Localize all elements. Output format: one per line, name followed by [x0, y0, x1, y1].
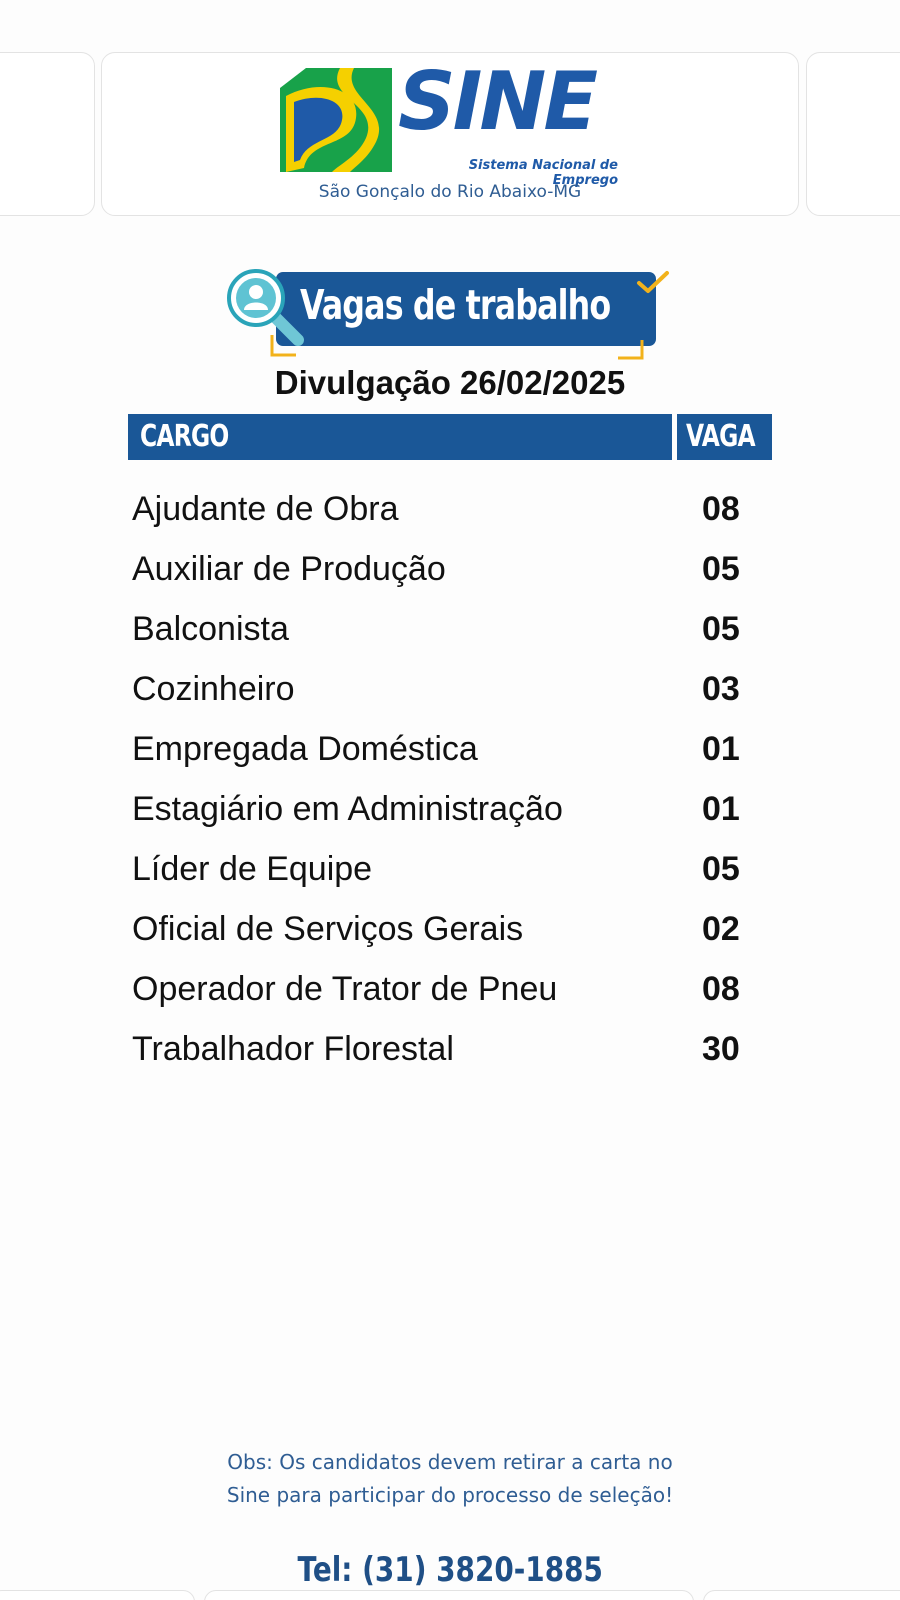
- column-header-cargo-label: CARGO: [140, 419, 229, 454]
- location-label: São Gonçalo do Rio Abaixo-MG: [318, 182, 582, 202]
- table-row: [132, 482, 752, 542]
- bottom-card-right: [703, 1590, 900, 1600]
- bottom-card-left: [0, 1590, 195, 1600]
- header-card-right: [806, 52, 900, 216]
- job-openings: 30: [702, 1030, 740, 1068]
- logo-subtitle: Sistema Nacional de Emprego: [468, 158, 618, 188]
- table-row: [132, 1022, 752, 1082]
- table-row: [132, 662, 752, 722]
- check-icon: [636, 270, 670, 296]
- release-date: Divulgação 26/02/2025: [274, 364, 626, 401]
- job-openings: 01: [702, 730, 740, 768]
- job-title: Balconista: [132, 610, 289, 648]
- table-row: [132, 722, 752, 782]
- job-title: Cozinheiro: [132, 670, 295, 708]
- phone-number-text: Tel: (31) 3820-1885: [297, 1550, 603, 1590]
- observation-line-2: Sine para participar do processo de seleção!: [226, 1483, 674, 1507]
- job-title: Operador de Trator de Pneu: [132, 970, 558, 1008]
- job-title: Trabalhador Florestal: [132, 1030, 454, 1068]
- column-header-cargo: [128, 414, 672, 460]
- table-row: [132, 602, 752, 662]
- table-row: [132, 542, 752, 602]
- header-card-left: [0, 52, 95, 216]
- badge-corner-left: [270, 333, 300, 359]
- job-title: Líder de Equipe: [132, 850, 373, 888]
- observation-note: [100, 1446, 800, 1512]
- table-row: [132, 962, 752, 1022]
- job-openings: 08: [702, 970, 740, 1008]
- badge-title: Vagas de trabalho: [300, 281, 611, 329]
- job-title: Oficial de Serviços Gerais: [132, 910, 524, 948]
- job-openings: 05: [702, 850, 740, 888]
- job-openings: 01: [702, 790, 740, 828]
- job-title: Ajudante de Obra: [132, 490, 399, 528]
- job-title: Empregada Doméstica: [132, 730, 478, 768]
- job-openings: 02: [702, 910, 740, 948]
- logo-wordmark: SINE: [398, 55, 595, 148]
- sine-logo-mark: [280, 68, 392, 172]
- badge-corner-right: [616, 338, 646, 362]
- table-row: [132, 842, 752, 902]
- job-openings: 03: [702, 670, 740, 708]
- job-title: Auxiliar de Produção: [132, 550, 446, 588]
- column-header-vaga: [677, 414, 772, 460]
- job-openings: 05: [702, 610, 740, 648]
- column-header-vaga-label: VAGA: [686, 419, 755, 454]
- job-openings: 05: [702, 550, 740, 588]
- job-openings: 08: [702, 490, 740, 528]
- observation-line-1: Obs: Os candidatos devem retirar a carta no: [227, 1450, 673, 1474]
- bottom-card-main: [204, 1590, 694, 1600]
- table-row: [132, 902, 752, 962]
- job-list: [132, 482, 752, 1082]
- job-title: Estagiário em Administração: [132, 790, 563, 828]
- phone-number: [100, 1550, 800, 1590]
- table-row: [132, 782, 752, 842]
